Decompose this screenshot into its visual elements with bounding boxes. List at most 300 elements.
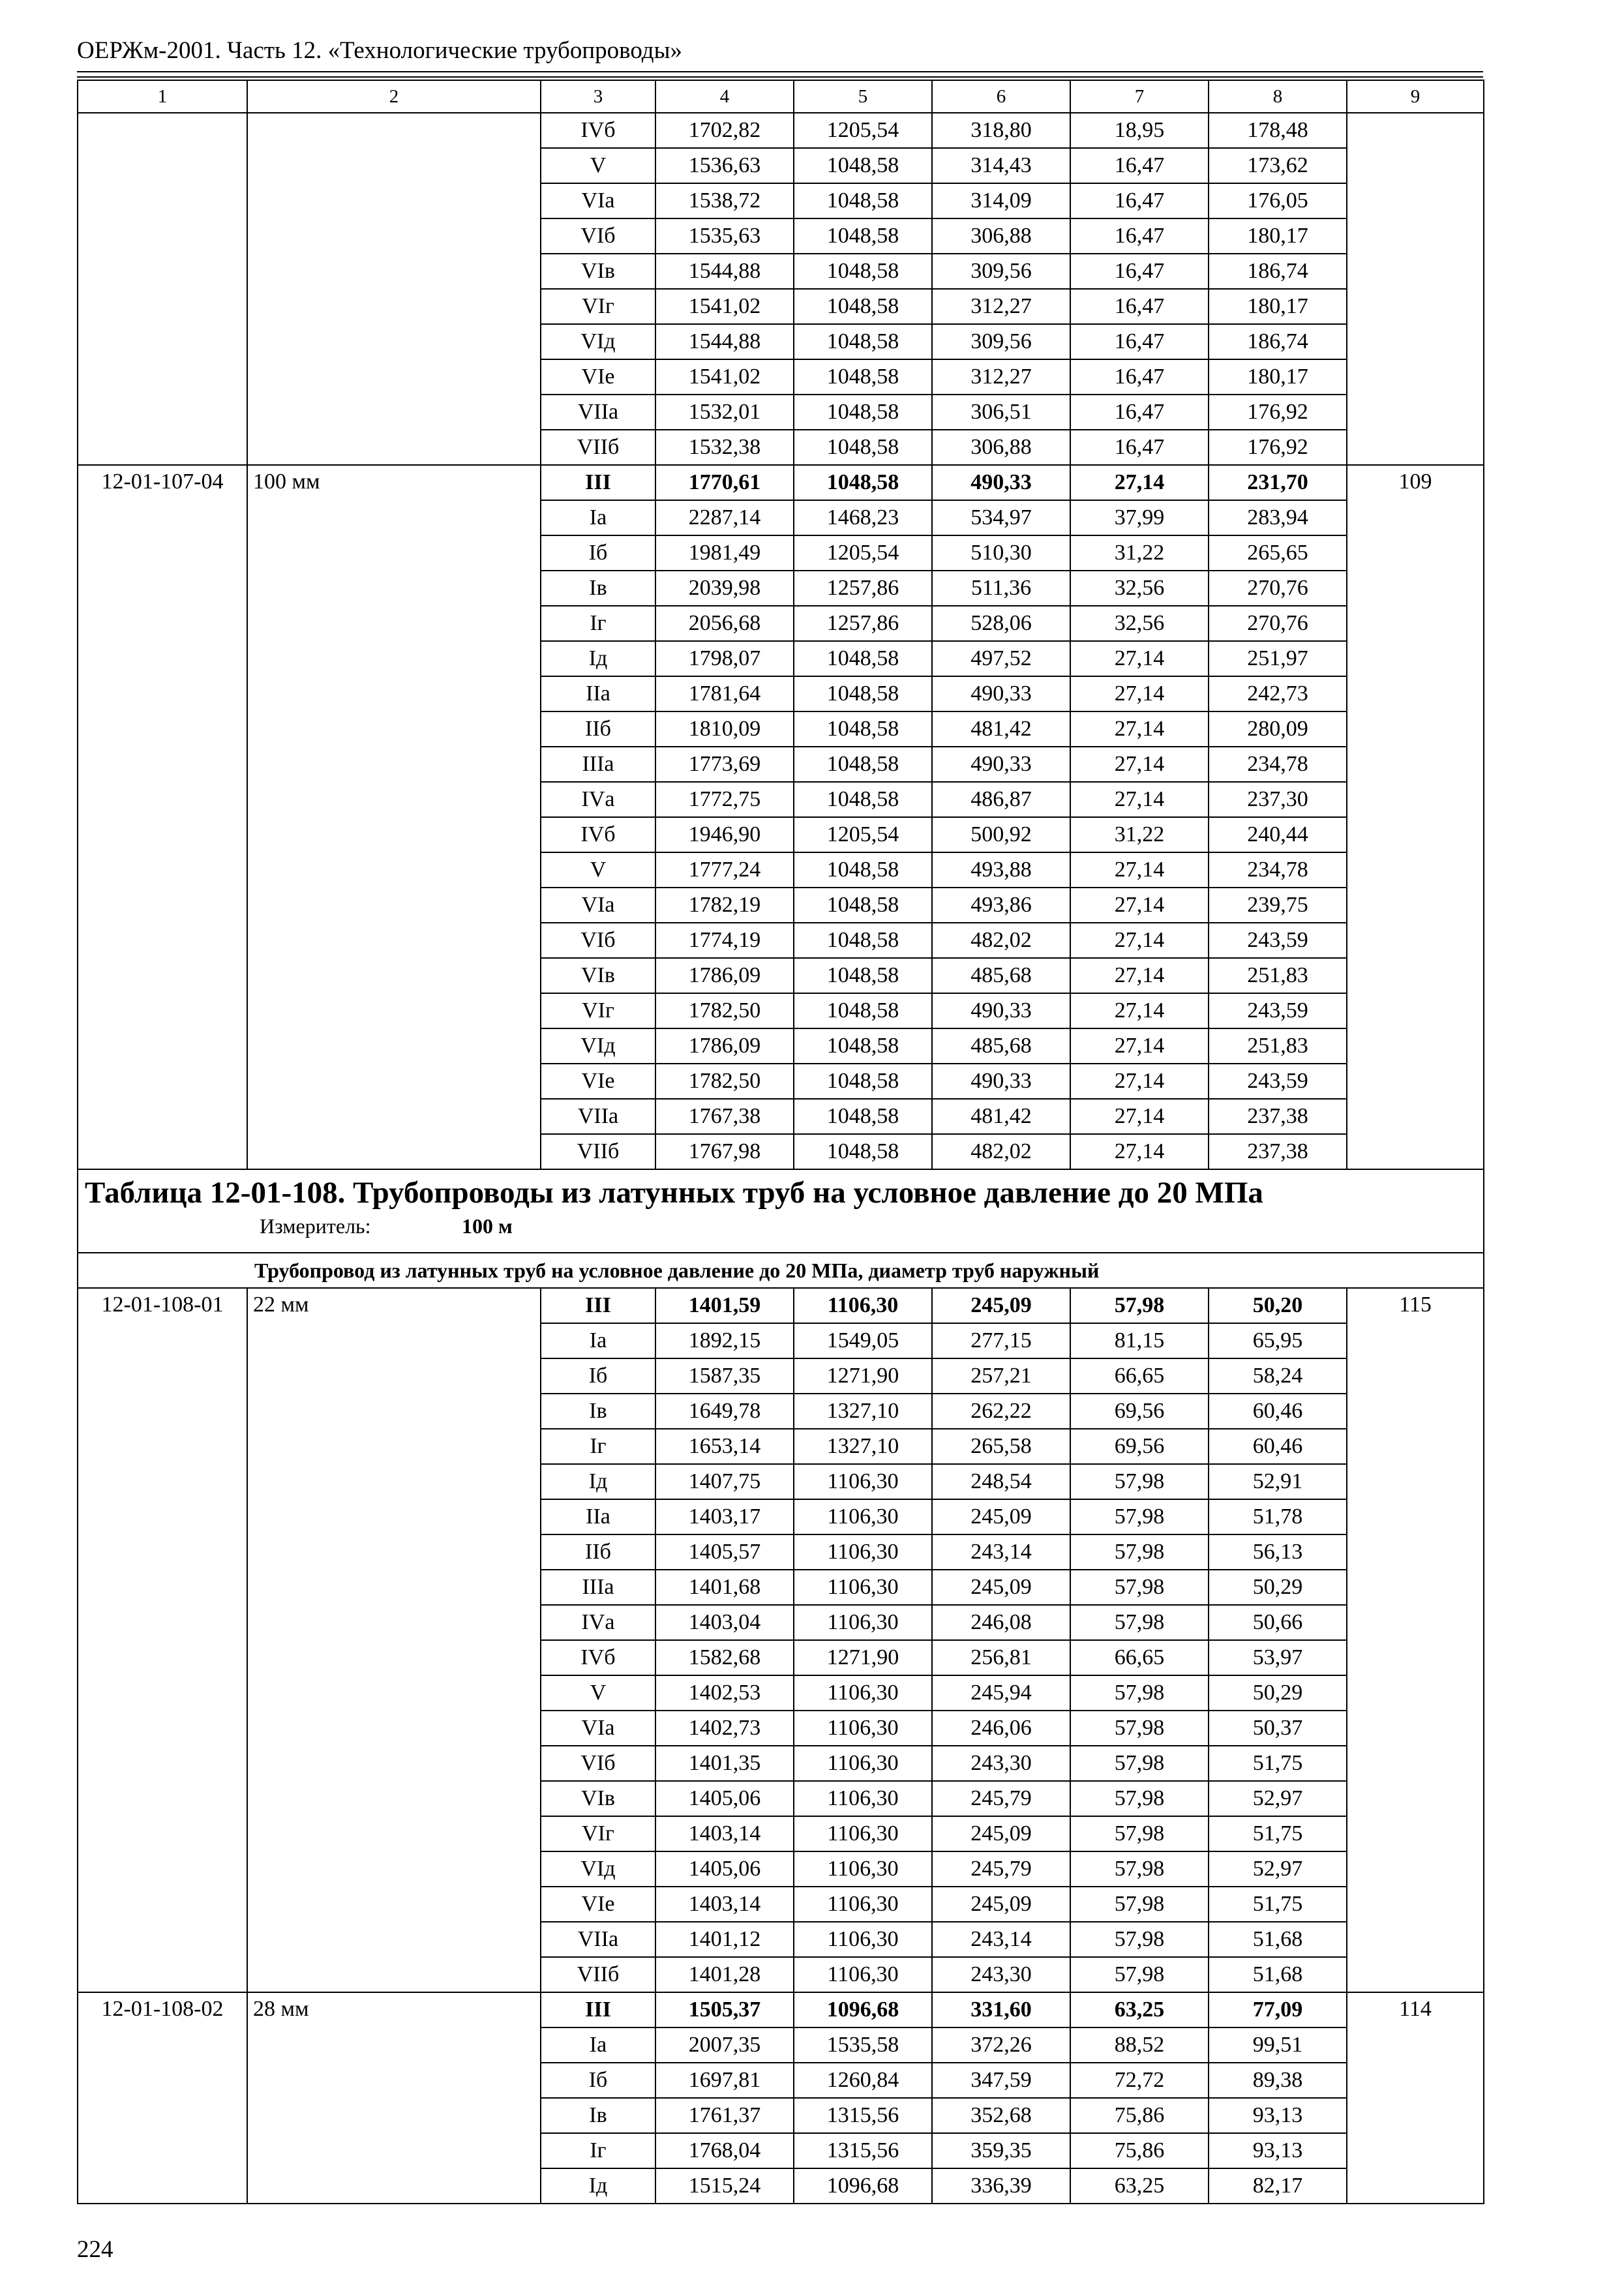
value-cell: 248,54 xyxy=(932,1464,1070,1499)
value-cell: 482,02 xyxy=(932,1134,1070,1169)
value-cell: 31,22 xyxy=(1070,535,1209,571)
value-cell: 176,92 xyxy=(1209,395,1347,430)
value-cell: 58,24 xyxy=(1209,1358,1347,1394)
value-cell: 57,98 xyxy=(1070,1570,1209,1605)
value-cell: 1582,68 xyxy=(655,1640,794,1675)
zone-class: V xyxy=(541,852,655,888)
value-cell: 1767,38 xyxy=(655,1099,794,1134)
value-cell: 1106,30 xyxy=(794,1746,932,1781)
value-cell: 27,14 xyxy=(1070,1099,1209,1134)
value-cell: 1048,58 xyxy=(794,923,932,958)
zone-class: VIв xyxy=(541,958,655,993)
value-cell: 243,59 xyxy=(1209,993,1347,1028)
zone-class: III xyxy=(541,465,655,500)
value-cell: 57,98 xyxy=(1070,1781,1209,1816)
col9-value xyxy=(1347,113,1484,465)
value-cell: 493,86 xyxy=(932,888,1070,923)
value-cell: 51,78 xyxy=(1209,1499,1347,1534)
value-cell: 65,95 xyxy=(1209,1323,1347,1358)
value-cell: 186,74 xyxy=(1209,324,1347,359)
value-cell: 239,75 xyxy=(1209,888,1347,923)
table-row xyxy=(78,1992,1484,2027)
value-cell: 306,51 xyxy=(932,395,1070,430)
value-cell: 16,47 xyxy=(1070,324,1209,359)
value-cell: 57,98 xyxy=(1070,1746,1209,1781)
value-cell: 63,25 xyxy=(1070,2168,1209,2204)
value-cell: 510,30 xyxy=(932,535,1070,571)
value-cell: 251,97 xyxy=(1209,641,1347,676)
column-number: 1 xyxy=(78,80,247,113)
value-cell: 1106,30 xyxy=(794,1288,932,1323)
value-cell: 1403,17 xyxy=(655,1499,794,1534)
table-title: Таблица 12-01-108. Трубопроводы из латунных труб на условное давление до 20 МПа xyxy=(85,1176,1263,1210)
value-cell: 57,98 xyxy=(1070,1922,1209,1957)
value-cell: 1048,58 xyxy=(794,359,932,395)
value-cell: 53,97 xyxy=(1209,1640,1347,1675)
value-cell: 1048,58 xyxy=(794,711,932,747)
value-cell: 331,60 xyxy=(932,1992,1070,2027)
value-cell: 69,56 xyxy=(1070,1429,1209,1464)
zone-class: Iб xyxy=(541,1358,655,1394)
value-cell: 27,14 xyxy=(1070,747,1209,782)
value-cell: 490,33 xyxy=(932,993,1070,1028)
value-cell: 1541,02 xyxy=(655,359,794,395)
value-cell: 528,06 xyxy=(932,606,1070,641)
zone-class: V xyxy=(541,1675,655,1711)
value-cell: 1405,57 xyxy=(655,1534,794,1570)
value-cell: 27,14 xyxy=(1070,711,1209,747)
value-cell: 51,75 xyxy=(1209,1746,1347,1781)
value-cell: 57,98 xyxy=(1070,1464,1209,1499)
value-cell: 359,35 xyxy=(932,2133,1070,2168)
value-cell: 1096,68 xyxy=(794,1992,932,2027)
column-number: 6 xyxy=(932,80,1070,113)
zone-class: VIв xyxy=(541,254,655,289)
pipe-size: 100 мм xyxy=(247,465,541,1169)
value-cell: 251,83 xyxy=(1209,958,1347,993)
zone-class: Iв xyxy=(541,2098,655,2133)
value-cell: 57,98 xyxy=(1070,1534,1209,1570)
value-cell: 1407,75 xyxy=(655,1464,794,1499)
zone-class: IIа xyxy=(541,676,655,711)
value-cell: 493,88 xyxy=(932,852,1070,888)
value-cell: 1106,30 xyxy=(794,1922,932,1957)
value-cell: 1048,58 xyxy=(794,324,932,359)
value-cell: 180,17 xyxy=(1209,218,1347,254)
value-cell: 1536,63 xyxy=(655,148,794,183)
value-cell: 1892,15 xyxy=(655,1323,794,1358)
zone-class: Iа xyxy=(541,2027,655,2063)
value-cell: 490,33 xyxy=(932,465,1070,500)
subheading-row xyxy=(78,1253,1484,1288)
value-cell: 32,56 xyxy=(1070,606,1209,641)
value-cell: 1981,49 xyxy=(655,535,794,571)
column-number: 2 xyxy=(247,80,541,113)
value-cell: 1048,58 xyxy=(794,852,932,888)
zone-class: VIд xyxy=(541,1028,655,1064)
zone-class: III xyxy=(541,1992,655,2027)
zone-class: IIб xyxy=(541,1534,655,1570)
col9-value: 109 xyxy=(1347,465,1484,1169)
value-cell: 2007,35 xyxy=(655,2027,794,2063)
zone-class: VIIб xyxy=(541,1957,655,1992)
zone-class: VIе xyxy=(541,359,655,395)
value-cell: 245,09 xyxy=(932,1816,1070,1851)
zone-class: VIб xyxy=(541,218,655,254)
value-cell: 56,13 xyxy=(1209,1534,1347,1570)
zone-class: VIг xyxy=(541,289,655,324)
zone-class: Iд xyxy=(541,2168,655,2204)
value-cell: 2039,98 xyxy=(655,571,794,606)
value-cell: 1538,72 xyxy=(655,183,794,218)
value-cell: 243,59 xyxy=(1209,923,1347,958)
value-cell: 186,74 xyxy=(1209,254,1347,289)
value-cell: 1106,30 xyxy=(794,1711,932,1746)
value-cell: 243,14 xyxy=(932,1922,1070,1957)
value-cell: 52,97 xyxy=(1209,1781,1347,1816)
value-cell: 1205,54 xyxy=(794,817,932,852)
value-cell: 16,47 xyxy=(1070,289,1209,324)
value-cell: 1048,58 xyxy=(794,1028,932,1064)
value-cell: 1315,56 xyxy=(794,2098,932,2133)
value-cell: 486,87 xyxy=(932,782,1070,817)
value-cell: 1810,09 xyxy=(655,711,794,747)
column-number: 9 xyxy=(1347,80,1484,113)
value-cell: 173,62 xyxy=(1209,148,1347,183)
value-cell: 1532,01 xyxy=(655,395,794,430)
rate-code: 12-01-108-01 xyxy=(78,1288,247,1992)
value-cell: 52,97 xyxy=(1209,1851,1347,1887)
value-cell: 490,33 xyxy=(932,747,1070,782)
value-cell: 245,09 xyxy=(932,1887,1070,1922)
value-cell: 1048,58 xyxy=(794,1134,932,1169)
zone-class: VIг xyxy=(541,993,655,1028)
value-cell: 309,56 xyxy=(932,254,1070,289)
zone-class: IVа xyxy=(541,1605,655,1640)
value-cell: 306,88 xyxy=(932,218,1070,254)
value-cell: 57,98 xyxy=(1070,1851,1209,1887)
value-cell: 1544,88 xyxy=(655,254,794,289)
value-cell: 176,92 xyxy=(1209,430,1347,465)
value-cell: 1048,58 xyxy=(794,1099,932,1134)
value-cell: 32,56 xyxy=(1070,571,1209,606)
page-header: ОЕРЖм-2001. Часть 12. «Технологические трубопроводы» xyxy=(77,37,682,64)
value-cell: 318,80 xyxy=(932,113,1070,148)
value-cell: 1048,58 xyxy=(794,641,932,676)
value-cell: 178,48 xyxy=(1209,113,1347,148)
value-cell: 27,14 xyxy=(1070,782,1209,817)
value-cell: 231,70 xyxy=(1209,465,1347,500)
zone-class: VIе xyxy=(541,1064,655,1099)
value-cell: 1048,58 xyxy=(794,782,932,817)
value-cell: 245,94 xyxy=(932,1675,1070,1711)
value-cell: 1535,63 xyxy=(655,218,794,254)
value-cell: 2287,14 xyxy=(655,500,794,535)
value-cell: 1048,58 xyxy=(794,1064,932,1099)
value-cell: 243,14 xyxy=(932,1534,1070,1570)
zone-class: VIIб xyxy=(541,430,655,465)
value-cell: 57,98 xyxy=(1070,1675,1209,1711)
value-cell: 27,14 xyxy=(1070,1028,1209,1064)
value-cell: 481,42 xyxy=(932,1099,1070,1134)
value-cell: 51,75 xyxy=(1209,1887,1347,1922)
value-cell: 27,14 xyxy=(1070,676,1209,711)
value-cell: 1048,58 xyxy=(794,254,932,289)
column-number: 3 xyxy=(541,80,655,113)
rate-code: 12-01-107-04 xyxy=(78,465,247,1169)
value-cell: 500,92 xyxy=(932,817,1070,852)
value-cell: 57,98 xyxy=(1070,1499,1209,1534)
value-cell: 1798,07 xyxy=(655,641,794,676)
value-cell: 1271,90 xyxy=(794,1358,932,1394)
value-cell: 312,27 xyxy=(932,289,1070,324)
value-cell: 234,78 xyxy=(1209,852,1347,888)
zone-class: VIб xyxy=(541,1746,655,1781)
value-cell: 312,27 xyxy=(932,359,1070,395)
value-cell: 57,98 xyxy=(1070,1605,1209,1640)
value-cell: 485,68 xyxy=(932,958,1070,993)
value-cell: 1096,68 xyxy=(794,2168,932,2204)
value-cell: 1773,69 xyxy=(655,747,794,782)
unit-line xyxy=(85,1214,1483,1238)
zone-class: Iв xyxy=(541,571,655,606)
value-cell: 1697,81 xyxy=(655,2063,794,2098)
value-cell: 1782,50 xyxy=(655,1064,794,1099)
rate-code: 12-01-108-02 xyxy=(78,1992,247,2204)
value-cell: 245,09 xyxy=(932,1499,1070,1534)
zone-class: VIв xyxy=(541,1781,655,1816)
value-cell: 1106,30 xyxy=(794,1570,932,1605)
value-cell: 262,22 xyxy=(932,1394,1070,1429)
value-cell: 27,14 xyxy=(1070,923,1209,958)
value-cell: 246,06 xyxy=(932,1711,1070,1746)
zone-class: IVа xyxy=(541,782,655,817)
zone-class: IIб xyxy=(541,711,655,747)
value-cell: 240,44 xyxy=(1209,817,1347,852)
value-cell: 336,39 xyxy=(932,2168,1070,2204)
value-cell: 1048,58 xyxy=(794,958,932,993)
value-cell: 1702,82 xyxy=(655,113,794,148)
value-cell: 306,88 xyxy=(932,430,1070,465)
value-cell: 27,14 xyxy=(1070,1064,1209,1099)
value-cell: 89,38 xyxy=(1209,2063,1347,2098)
zone-class: Iг xyxy=(541,2133,655,2168)
value-cell: 1106,30 xyxy=(794,1957,932,1992)
value-cell: 2056,68 xyxy=(655,606,794,641)
value-cell: 280,09 xyxy=(1209,711,1347,747)
zone-class: IIIа xyxy=(541,747,655,782)
header-rule-inner xyxy=(77,76,1483,78)
value-cell: 243,59 xyxy=(1209,1064,1347,1099)
zone-class: V xyxy=(541,148,655,183)
value-cell: 245,09 xyxy=(932,1288,1070,1323)
col9-value: 114 xyxy=(1347,1992,1484,2204)
value-cell: 490,33 xyxy=(932,1064,1070,1099)
value-cell: 1405,06 xyxy=(655,1851,794,1887)
value-cell: 1786,09 xyxy=(655,1028,794,1064)
value-cell: 1257,86 xyxy=(794,571,932,606)
table-title-row xyxy=(78,1169,1484,1253)
value-cell: 57,98 xyxy=(1070,1288,1209,1323)
value-cell: 27,14 xyxy=(1070,888,1209,923)
zone-class: Iа xyxy=(541,500,655,535)
value-cell: 1106,30 xyxy=(794,1675,932,1711)
value-cell: 1544,88 xyxy=(655,324,794,359)
value-cell: 1777,24 xyxy=(655,852,794,888)
value-cell: 50,20 xyxy=(1209,1288,1347,1323)
value-cell: 75,86 xyxy=(1070,2098,1209,2133)
value-cell: 1549,05 xyxy=(794,1323,932,1358)
value-cell: 75,86 xyxy=(1070,2133,1209,2168)
value-cell: 1402,73 xyxy=(655,1711,794,1746)
value-cell: 1048,58 xyxy=(794,676,932,711)
zone-class: Iд xyxy=(541,1464,655,1499)
zone-class: Iг xyxy=(541,606,655,641)
value-cell: 69,56 xyxy=(1070,1394,1209,1429)
zone-class: IIа xyxy=(541,1499,655,1534)
value-cell: 283,94 xyxy=(1209,500,1347,535)
value-cell: 57,98 xyxy=(1070,1816,1209,1851)
zone-class: Iб xyxy=(541,2063,655,2098)
value-cell: 1271,90 xyxy=(794,1640,932,1675)
value-cell: 277,15 xyxy=(932,1323,1070,1358)
value-cell: 1260,84 xyxy=(794,2063,932,2098)
value-cell: 1048,58 xyxy=(794,289,932,324)
value-cell: 27,14 xyxy=(1070,1134,1209,1169)
value-cell: 93,13 xyxy=(1209,2098,1347,2133)
zone-class: IVб xyxy=(541,817,655,852)
value-cell: 534,97 xyxy=(932,500,1070,535)
zone-class: IVб xyxy=(541,113,655,148)
value-cell: 1774,19 xyxy=(655,923,794,958)
column-number: 4 xyxy=(655,80,794,113)
value-cell: 497,52 xyxy=(932,641,1070,676)
zone-class: VIIа xyxy=(541,395,655,430)
value-cell: 256,81 xyxy=(932,1640,1070,1675)
value-cell: 51,68 xyxy=(1209,1922,1347,1957)
rate-code xyxy=(78,113,247,465)
zone-class: IIIа xyxy=(541,1570,655,1605)
pipe-size xyxy=(247,113,541,465)
value-cell: 1768,04 xyxy=(655,2133,794,2168)
value-cell: 245,79 xyxy=(932,1781,1070,1816)
value-cell: 1781,64 xyxy=(655,676,794,711)
value-cell: 1106,30 xyxy=(794,1534,932,1570)
value-cell: 1327,10 xyxy=(794,1394,932,1429)
value-cell: 1587,35 xyxy=(655,1358,794,1394)
value-cell: 1327,10 xyxy=(794,1429,932,1464)
value-cell: 51,68 xyxy=(1209,1957,1347,1992)
table-title-cell xyxy=(78,1169,1484,1253)
value-cell: 66,65 xyxy=(1070,1640,1209,1675)
zone-class: III xyxy=(541,1288,655,1323)
subheading: Трубопровод из латунных труб на условное давление до 20 МПа, диаметр труб наружный xyxy=(78,1253,1484,1288)
value-cell: 481,42 xyxy=(932,711,1070,747)
value-cell: 1403,04 xyxy=(655,1605,794,1640)
value-cell: 1401,28 xyxy=(655,1957,794,1992)
value-cell: 1048,58 xyxy=(794,888,932,923)
column-number: 8 xyxy=(1209,80,1347,113)
value-cell: 1535,58 xyxy=(794,2027,932,2063)
value-cell: 57,98 xyxy=(1070,1711,1209,1746)
value-cell: 1505,37 xyxy=(655,1992,794,2027)
value-cell: 16,47 xyxy=(1070,218,1209,254)
value-cell: 372,26 xyxy=(932,2027,1070,2063)
value-cell: 1106,30 xyxy=(794,1781,932,1816)
table-row xyxy=(78,465,1484,500)
zone-class: VIб xyxy=(541,923,655,958)
column-number-row xyxy=(78,80,1484,113)
value-cell: 66,65 xyxy=(1070,1358,1209,1394)
value-cell: 1401,68 xyxy=(655,1570,794,1605)
zone-class: Iв xyxy=(541,1394,655,1429)
value-cell: 237,38 xyxy=(1209,1134,1347,1169)
value-cell: 1403,14 xyxy=(655,1887,794,1922)
pipe-size: 22 мм xyxy=(247,1288,541,1992)
value-cell: 314,43 xyxy=(932,148,1070,183)
value-cell: 352,68 xyxy=(932,2098,1070,2133)
value-cell: 1048,58 xyxy=(794,148,932,183)
value-cell: 50,29 xyxy=(1209,1675,1347,1711)
value-cell: 1315,56 xyxy=(794,2133,932,2168)
value-cell: 1106,30 xyxy=(794,1887,932,1922)
value-cell: 243,30 xyxy=(932,1957,1070,1992)
value-cell: 1532,38 xyxy=(655,430,794,465)
header-rule xyxy=(77,71,1483,72)
value-cell: 246,08 xyxy=(932,1605,1070,1640)
zone-class: VIд xyxy=(541,324,655,359)
value-cell: 511,36 xyxy=(932,571,1070,606)
zone-class: VIг xyxy=(541,1816,655,1851)
value-cell: 242,73 xyxy=(1209,676,1347,711)
value-cell: 27,14 xyxy=(1070,993,1209,1028)
value-cell: 1772,75 xyxy=(655,782,794,817)
value-cell: 1048,58 xyxy=(794,465,932,500)
value-cell: 27,14 xyxy=(1070,465,1209,500)
value-cell: 77,09 xyxy=(1209,1992,1347,2027)
rates-table xyxy=(77,80,1484,2204)
value-cell: 1649,78 xyxy=(655,1394,794,1429)
value-cell: 50,29 xyxy=(1209,1570,1347,1605)
value-cell: 1782,19 xyxy=(655,888,794,923)
value-cell: 237,38 xyxy=(1209,1099,1347,1134)
zone-class: VIIа xyxy=(541,1099,655,1134)
zone-class: IVб xyxy=(541,1640,655,1675)
value-cell: 251,83 xyxy=(1209,1028,1347,1064)
zone-class: VIа xyxy=(541,888,655,923)
value-cell: 16,47 xyxy=(1070,430,1209,465)
value-cell: 51,75 xyxy=(1209,1816,1347,1851)
value-cell: 60,46 xyxy=(1209,1394,1347,1429)
value-cell: 1205,54 xyxy=(794,535,932,571)
value-cell: 180,17 xyxy=(1209,289,1347,324)
value-cell: 18,95 xyxy=(1070,113,1209,148)
value-cell: 1403,14 xyxy=(655,1816,794,1851)
zone-class: Iб xyxy=(541,535,655,571)
value-cell: 50,37 xyxy=(1209,1711,1347,1746)
zone-class: VIд xyxy=(541,1851,655,1887)
value-cell: 1257,86 xyxy=(794,606,932,641)
value-cell: 16,47 xyxy=(1070,148,1209,183)
value-cell: 1515,24 xyxy=(655,2168,794,2204)
value-cell: 1653,14 xyxy=(655,1429,794,1464)
value-cell: 16,47 xyxy=(1070,254,1209,289)
column-number: 5 xyxy=(794,80,932,113)
value-cell: 1106,30 xyxy=(794,1464,932,1499)
value-cell: 245,79 xyxy=(932,1851,1070,1887)
value-cell: 1106,30 xyxy=(794,1851,932,1887)
zone-class: VIа xyxy=(541,1711,655,1746)
